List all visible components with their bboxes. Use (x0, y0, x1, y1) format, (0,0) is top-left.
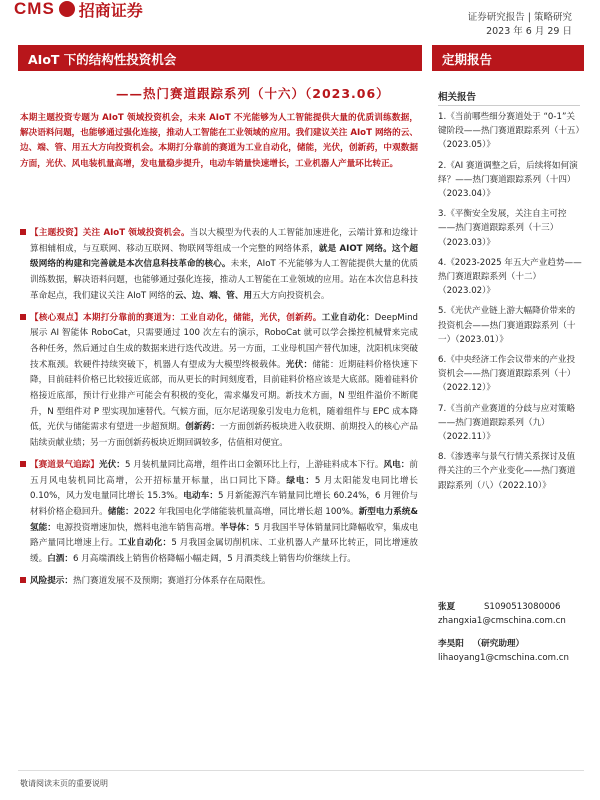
related-reports-title: 相关报告 (438, 92, 477, 103)
related-report-item[interactable]: 1.《当前哪些细分赛道处于 “0-1”关键阶段——热门赛道跟踪系列（十五）（2023.05）》 (438, 112, 580, 151)
logo-latin: CMS (14, 0, 55, 18)
logo-cn: 招商证券 (78, 0, 143, 20)
analyst-id: S1090513080006 (483, 602, 561, 612)
section-text: 5 月太阳能发电同比增长 0.10%，风力发电量同比增长 15.3%。 (30, 475, 418, 502)
section-bold: 新型电力系统&氢能： (30, 506, 418, 533)
title-bar (18, 45, 422, 71)
report-date: 2023 年 6 月 29 日 (486, 26, 572, 37)
sidebar-header (432, 45, 584, 71)
related-report-item[interactable]: 4.《2023-2025 年五大产业趋势——热门赛道跟踪系列（十二）（2023.02）》 (438, 257, 582, 297)
report-summary: 本期主题投资专题为 AIoT 领域投资机会，未来 AIoT 不光能够为人工智能提供大量的优质训练数据，解决语料问题，也能够通过强化连接，推动人工智能在工业领域的应用。我们建议关注 AIoT 网络的云、边、端、管、用五大方向投资机会。本期打分靠前的赛道为工业自动化，储能，光伏，创新药，中观数据方面，光伏、风电装机量高增，发电量稳步提升，电动车销量快速增长，工业机器人产量环比转正。 (20, 113, 418, 169)
section-risk (20, 574, 418, 590)
section-bold: 绿电： (286, 475, 315, 486)
related-report-item[interactable]: 7.《当前产业赛道的分歧与应对策略——热门赛道跟踪系列（九）（2022.11）》 (438, 403, 576, 443)
related-report-item[interactable]: 8.《渗透率与景气行情关系探讨及值得关注的三个产业变化——热门赛道跟踪系列（八）（2022.10）》 (438, 452, 576, 491)
related-report-item[interactable]: 5.《光伏产业链上游大幅降价带来的投资机会——热门赛道跟踪系列（十一）（2023.01）》 (438, 306, 576, 345)
section-text: 储能：近期硅料价格快速下降，目前硅料价格已比较接近底部，而从更长的时间刻度看，目前硅料价格应该是大底部。随着硅料价格接近底部，预计行业排产可能会有积极的变化，需求爆发可期。新技术方面，N 型组件溢价不断爬升，N 型组件对 P 型实现加速替代。气候方面，厄尔尼诺现象引发电力危机，随着组件与 EPC 成本降低，光伏与储能需求有望进一步超预期。 (30, 359, 418, 433)
section-text: 5 月我国金属切削机床、工业机器人产量环比转正，同比增速放缓。 (30, 538, 418, 565)
section-tracking (20, 458, 418, 568)
analyst-name: 李昊阳 (438, 639, 464, 649)
report-body (20, 226, 418, 595)
related-reports-list (438, 110, 582, 499)
analyst-1 (438, 600, 560, 612)
section-bold: 白酒： (47, 554, 73, 565)
section-bold: 半导体： (219, 522, 255, 533)
brand-logo (14, 0, 143, 20)
bullet-square-icon (20, 229, 26, 235)
section-head: 风险提示： (30, 575, 73, 586)
analyst-2 (438, 637, 524, 649)
section-text: 一方面创新药板块进入收获期、前期投入的核心产品陆续贡献业绩；另一方面创新药板块近期回调较多，估值相对便宜。 (30, 422, 418, 449)
section-text: 未来，AIoT 不光能够为人工智能提供大量的优质训练数据，解决语料问题，也能够通过强化连接，推动人工智能在工业领域的应用。站在本次信息科技革命起点，我们建议关注 AIoT 网络的 (30, 259, 418, 301)
section-bold: 光伏： (285, 359, 313, 370)
related-report-item[interactable]: 2.《AI 赛道调整之后，后续将如何演绎？——热门赛道跟踪系列（十四）（2023.04）》 (438, 160, 578, 200)
report-subtitle: ——热门赛道跟踪系列（十六）（2023.06） (116, 86, 390, 101)
section-text: 当以大模型为代表的人工智能加速进化，云端计算和边缘计算相辅相成，与互联网、移动互联网、物联网等组成一个完整的网络体系， (30, 228, 418, 254)
section-bold: 工业自动化： (118, 538, 172, 549)
analyst-1-email[interactable]: zhangxia1@cmschina.com.cn (438, 616, 566, 626)
logo-mark-icon (59, 1, 75, 17)
sidebar-header-label: 定期报告 (442, 52, 493, 67)
section-text: 热门赛道发展不及预期；赛道打分体系存在局限性。 (72, 575, 271, 586)
section-head: 【主题投资】关注 AIoT 领域投资机会。 (30, 228, 190, 238)
section-head: 【核心观点】本期打分靠前的赛道为：工业自动化，储能，光伏，创新药。 (30, 312, 322, 323)
section-bold: 储能： (107, 506, 134, 517)
section-bold: 电动车： (183, 491, 219, 502)
bullet-square-icon (20, 577, 26, 583)
section-text: 2022 年我国电化学储能装机量高增，同比增长超 100%。 (133, 506, 359, 517)
section-head: 【赛道景气追踪】 (30, 459, 100, 470)
page-header (0, 0, 600, 37)
related-report-item[interactable]: 6.《中央经济工作会议带来的产业投资机会——热门赛道跟踪系列（十）（2022.12）》 (438, 355, 576, 394)
section-bold: 就是 AIOT 网络。这个超级网络的构建和完善就是本次信息科技革命的核心。 (30, 243, 418, 270)
section-text: DeepMind 展示 AI 智能体 RoboCat，只需要通过 100 次左右的演示，RoboCat 就可以学会操控机械臂来完成各种任务，然后通过自生成的数据来进行迭代改进。另一方面，工业母机国产替代加速，沈阳机床突破技术瓶颈。软硬件持续突破下，机器人有望成为大模型终极载体。 (30, 312, 418, 370)
section-text: 5 月装机量同比高增，组件出口金额环比上行，上游硅料成本下行。 (124, 459, 384, 470)
bullet-square-icon (20, 314, 26, 320)
section-bold: 光伏： (99, 459, 125, 470)
footer-divider (18, 770, 584, 771)
section-bold: 风电： (383, 459, 410, 470)
section-text: 5 月我国半导体销量同比降幅收窄，集成电路产量同比增速上行。 (30, 522, 418, 549)
analyst-role: （研究助理） (472, 639, 525, 649)
analyst-name: 张夏 (438, 602, 456, 612)
footer-disclaimer: 敬请阅读末页的重要说明 (20, 779, 108, 788)
bullet-square-icon (20, 461, 26, 467)
divider (438, 105, 580, 106)
sidebar (432, 45, 584, 785)
section-text: 6 月高端酒线上销售价格降幅小幅走阔，5 月酒类线上销售均价继续上行。 (73, 554, 356, 565)
section-text: 五大方向投资机会。 (252, 290, 330, 301)
section-bold: 工业自动化： (321, 312, 375, 323)
section-bold: 云、边、端、管、用 (174, 290, 253, 301)
section-bold: 创新药： (185, 422, 220, 433)
section-text: 前五月风电装机同比高增，公开招标量开标量，出口同比下降。 (30, 459, 418, 486)
report-type: 证券研究报告 | 策略研究 (467, 12, 572, 23)
section-text: 电源投资增速加快，燃料电池车销售高增。 (55, 522, 220, 533)
section-theme (20, 226, 418, 305)
section-core-view (20, 311, 418, 452)
report-title: AIoT 下的结构性投资机会 (28, 52, 177, 67)
section-text: 5 月新能源汽车销量同比增长 60.24%，6 月锂价与材料价格企稳回升。 (30, 491, 418, 517)
related-report-item[interactable]: 3.《平衡安全发展，关注自主可控——热门赛道跟踪系列（十三）（2023.03）》 (438, 209, 567, 248)
analyst-2-email[interactable]: lihaoyang1@cmschina.com.cn (438, 653, 569, 663)
